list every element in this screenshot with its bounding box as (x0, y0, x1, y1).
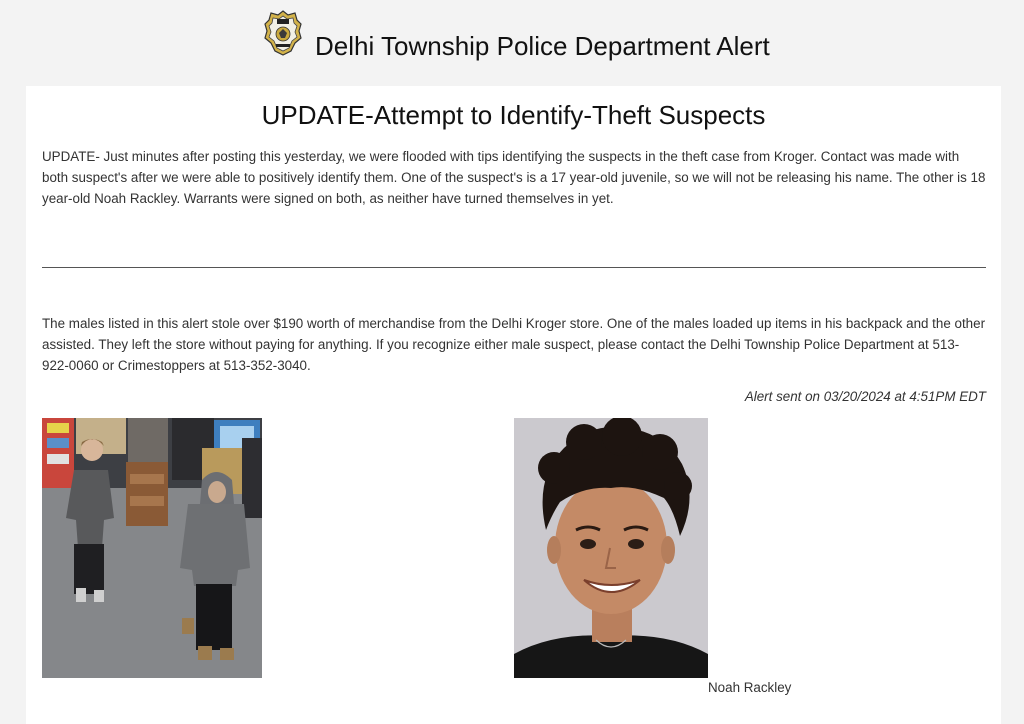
update-paragraph: UPDATE- Just minutes after posting this yesterday, we were flooded with tips identifying the suspects in the theft case from Kroger. Contact was made with both suspect's after we were able to positively identify them. One of the suspect's is a 17 year-old juvenile, so we will not be releasing his name. The other is 18 year-old Noah Rackley. Warrants were signed on both, as neither have turned themselves in yet. (42, 149, 986, 206)
alert-title: UPDATE-Attempt to Identify-Theft Suspects (261, 100, 766, 130)
suspect-portrait-photo (514, 418, 708, 678)
surveillance-photo (42, 418, 262, 678)
alert-card (26, 86, 1001, 724)
body-paragraph: The males listed in this alert stole over $190 worth of merchandise from the Delhi Kroger store. One of the males loaded up items in his backpack and the other assisted. They left the store without paying for anything. If you recognize either male suspect, please contact the Delhi Township Police Department at 513-922-0060 or Crimestoppers at 513-352-3040. (42, 316, 986, 373)
alert-sent-timestamp: Alert sent on 03/20/2024 at 4:51PM EDT (744, 389, 986, 404)
surveillance-photo-icon (42, 418, 262, 678)
header-title: Delhi Township Police Department Alert (315, 31, 770, 61)
portrait-photo-icon (514, 418, 708, 678)
section-divider (42, 267, 986, 268)
page-header (0, 0, 1024, 86)
police-badge-icon (264, 10, 302, 56)
portrait-caption: Noah Rackley (708, 680, 792, 695)
